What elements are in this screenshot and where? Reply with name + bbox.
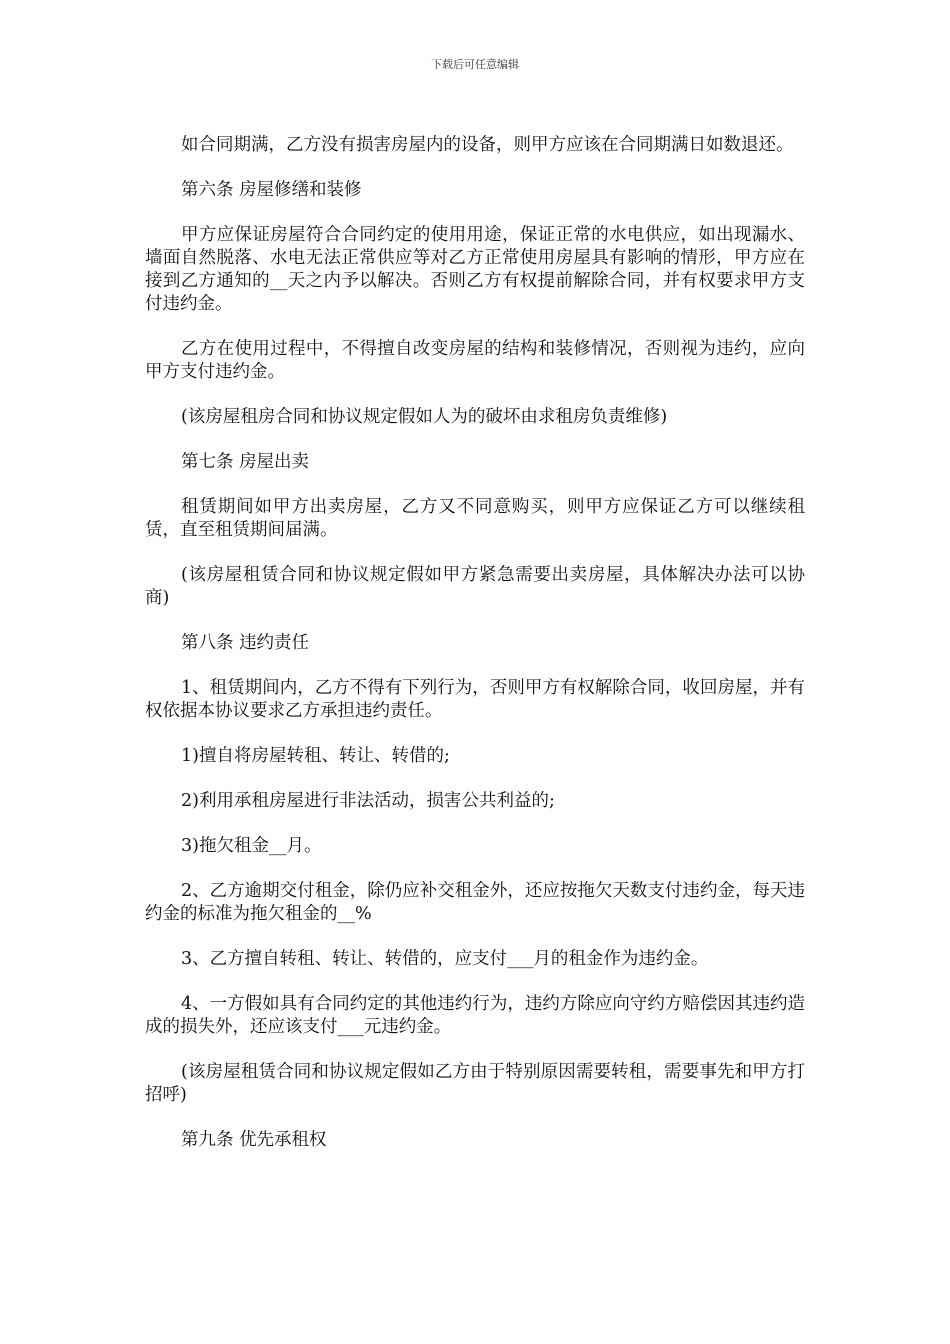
paragraph: 租赁期间如甲方出卖房屋，乙方又不同意购买，则甲方应保证乙方可以继续租赁，直至租赁期间届满。 (145, 497, 805, 540)
paragraph: 乙方在使用过程中，不得擅自改变房屋的结构和装修情况，否则视为违约，应向甲方支付违约金。 (145, 339, 805, 382)
paragraph: 4、一方假如具有合同约定的其他违约行为，违约方除应向守约方赔偿因其违约造成的损失外，还应该支付___元违约金。 (145, 994, 805, 1037)
section-heading: 第六条 房屋修缮和装修 (181, 180, 362, 200)
paragraph: (该房屋租房合同和协议规定假如人为的破坏由求租房负责维修) (181, 407, 668, 427)
section-heading: 第八条 违约责任 (181, 633, 310, 653)
paragraph: 甲方应保证房屋符合合同约定的使用用途，保证正常的水电供应，如出现漏水、墙面自然脱落、水电无法正常供应等对乙方正常使用房屋具有影响的情形，甲方应在接到乙方通知的__天之内予以解决。否则乙方有权提前解除合同，并有权要求甲方支付违约金。 (145, 225, 805, 314)
document-body (145, 134, 805, 1174)
list-item: 1)擅自将房屋转租、转让、转借的; (181, 746, 450, 766)
paragraph: (该房屋租赁合同和协议规定假如甲方紧急需要出卖房屋，具体解决办法可以协商) (145, 565, 805, 608)
paragraph: 1、租赁期间内，乙方不得有下列行为，否则甲方有权解除合同，收回房屋，并有权依据本协议要求乙方承担违约责任。 (145, 678, 805, 721)
section-heading: 第九条 优先承租权 (181, 1130, 327, 1150)
page-header: 下载后可任意编辑 (431, 58, 519, 71)
paragraph: 如合同期满，乙方没有损害房屋内的设备，则甲方应该在合同期满日如数退还。 (181, 135, 794, 155)
section-heading: 第七条 房屋出卖 (181, 452, 310, 472)
paragraph: (该房屋租赁合同和协议规定假如乙方由于特别原因需要转租，需要事先和甲方打招呼) (145, 1062, 805, 1105)
list-item: 2)利用承租房屋进行非法活动，损害公共利益的; (181, 791, 555, 811)
list-item: 3)拖欠租金__月。 (181, 836, 322, 856)
paragraph: 2、乙方逾期交付租金，除仍应补交租金外，还应按拖欠天数支付违约金，每天违约金的标准为拖欠租金的__% (145, 881, 805, 924)
paragraph: 3、乙方擅自转租、转让、转借的，应支付___月的租金作为违约金。 (181, 949, 709, 969)
